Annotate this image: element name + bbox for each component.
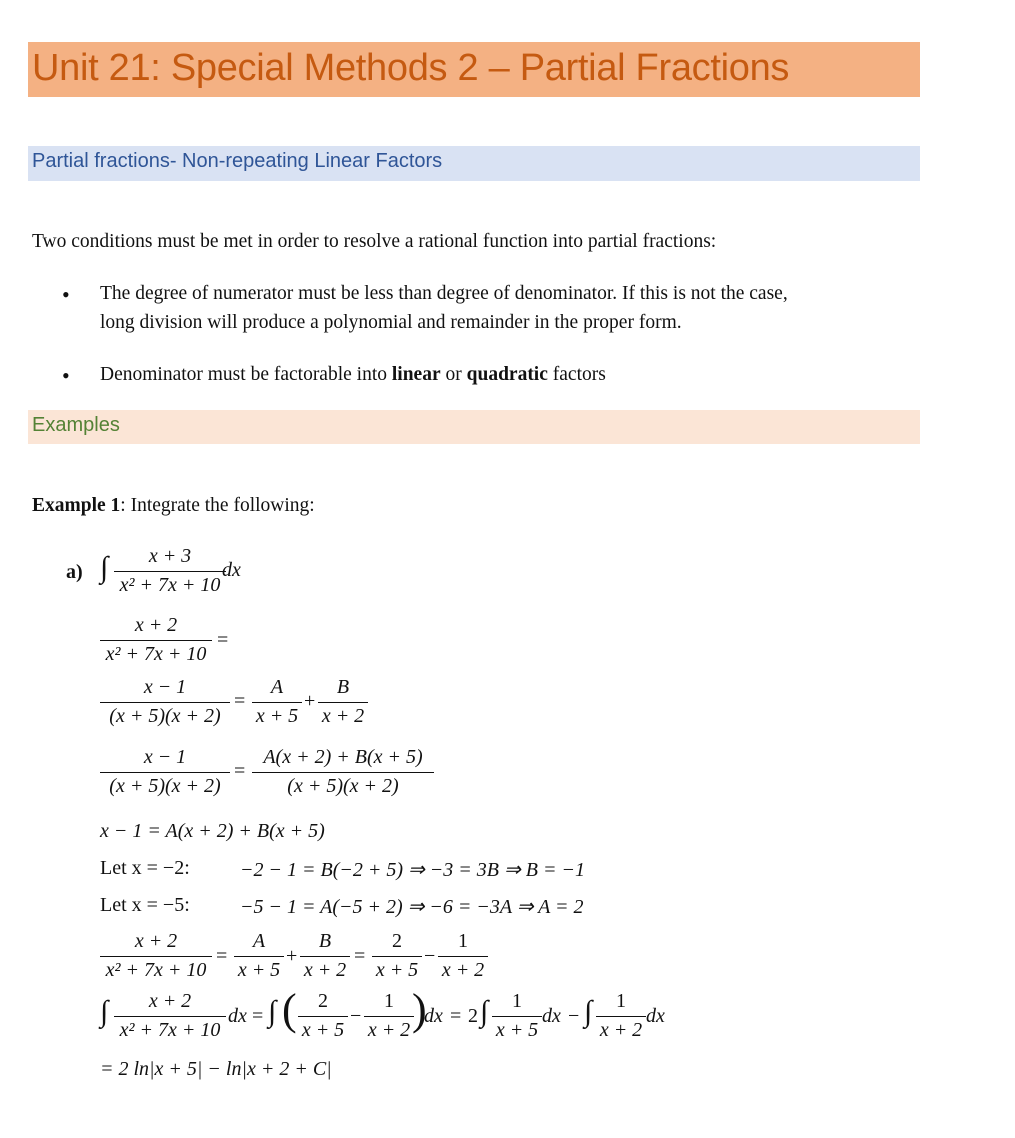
equals-sign: = xyxy=(252,1005,264,1027)
right-paren: ) xyxy=(412,985,427,1034)
equals-sign: = xyxy=(234,690,246,712)
plus-sign: + xyxy=(286,945,298,967)
example-1-text: : Integrate the following: xyxy=(120,495,315,516)
step3-fraction: $\frac{x - 1}{(x + 5)(x + 2)}$ xyxy=(100,746,230,798)
integral-sign: ∫ xyxy=(584,995,593,1028)
step2-denominator: (x + 5)(x + 2) xyxy=(109,705,221,727)
coefficient-two: 2 xyxy=(468,1005,478,1027)
step5-A-fraction: $\frac{A}{x + 5}$ xyxy=(234,930,284,982)
minus-sign: − xyxy=(568,1005,580,1027)
bullet-icon: • xyxy=(62,282,70,307)
bullet-2-text-end: factors xyxy=(547,364,606,385)
dx: dx xyxy=(646,1005,665,1027)
equals-sign: = xyxy=(216,945,228,967)
bullet-1-line-1: The degree of numerator must be less than degree of denominator. If this is not the case, xyxy=(100,283,788,304)
part-a-label: a) xyxy=(66,561,83,583)
final-answer: = 2 ln|x + 5| − ln|x + 2 + C| xyxy=(100,1058,332,1080)
equals-sign: = xyxy=(450,1005,462,1027)
step5-B-fraction: $\frac{B}{x + 2}$ xyxy=(300,930,350,982)
step5-two-fraction: $\frac{2}{x + 5}$ xyxy=(372,930,422,982)
bullet-2-bold-linear: linear xyxy=(391,364,441,385)
minus-sign: − xyxy=(350,1005,362,1027)
let-x-minus-5-equation: −5 − 1 = A(−5 + 2) ⇒ −6 = −3A ⇒ A = 2 xyxy=(240,896,584,918)
step2-B-fraction: $\frac{B}{x + 2}$ xyxy=(318,676,368,728)
equals-sign: = xyxy=(217,629,229,651)
step6-one-fraction: $\frac{1}{x + 2}$ xyxy=(364,990,414,1042)
minus-sign: − xyxy=(424,945,436,967)
bullet-2-text-or: or xyxy=(440,364,467,385)
step3-combined-numerator: A(x + 2) + B(x + 5) xyxy=(263,746,423,768)
title-banner xyxy=(28,42,920,97)
step6-one-over-x5: $\frac{1}{x + 5}$ xyxy=(492,990,542,1042)
section-heading: Partial fractions- Non-repeating Linear Factors xyxy=(32,150,443,172)
step6-fraction: $\frac{x + 2}{\text{x² + 7x + 10}}$ xyxy=(114,990,226,1042)
dx: dx xyxy=(542,1005,561,1027)
equals-sign: = xyxy=(234,760,246,782)
integral-sign: ∫ xyxy=(268,995,277,1028)
bullet-2 xyxy=(100,364,606,386)
intro-text: Two conditions must be met in order to resolve a rational function into partial fractions: xyxy=(32,231,717,252)
let-x-minus-2-equation: −2 − 1 = B(−2 + 5) ⇒ −3 = 3B ⇒ B = −1 xyxy=(240,859,585,881)
bullet-2-text: Denominator must be factorable into xyxy=(100,364,392,385)
question-fraction xyxy=(114,545,226,597)
step2-fraction xyxy=(100,676,230,728)
dx: dx xyxy=(228,1005,247,1027)
integral-sign: ∫ xyxy=(100,995,109,1028)
step1-fraction xyxy=(100,614,212,666)
example-1-label: Example 1 xyxy=(32,495,121,516)
examples-heading: Examples xyxy=(32,414,120,436)
bullet-icon: • xyxy=(62,363,70,388)
example-1-prompt xyxy=(32,495,315,517)
question-denominator: x² + 7x + 10 xyxy=(119,574,221,596)
equals-sign: = xyxy=(354,945,366,967)
section-heading-bar xyxy=(28,146,920,181)
integral-sign: ∫ xyxy=(480,995,489,1028)
step1-numerator: x + 2 xyxy=(134,614,178,636)
step5-fraction: $\frac{x + 2}{\text{x² + 7x + 10}}$ xyxy=(100,930,212,982)
let-x-minus-5-label: Let x = −5: xyxy=(100,894,190,916)
let-x-minus-2-label: Let x = −2: xyxy=(100,857,190,879)
step3-combined-denominator: (x + 5)(x + 2) xyxy=(287,775,399,797)
left-paren: ( xyxy=(282,985,297,1034)
step3-combined-fraction xyxy=(252,746,434,798)
integral-sign: ∫ xyxy=(100,551,109,584)
plus-sign: + xyxy=(304,690,316,712)
step6-one-over-x2: $\frac{1}{x + 2}$ xyxy=(596,990,646,1042)
bullet-2-bold-quadratic: quadratic xyxy=(466,364,548,385)
step1-denominator: x² + 7x + 10 xyxy=(105,643,207,665)
bullet-1-line-2: long division will produce a polynomial and remainder in the proper form. xyxy=(100,312,682,333)
examples-heading-bar xyxy=(28,410,920,444)
step4-equation: x − 1 = A(x + 2) + B(x + 5) xyxy=(100,820,325,842)
step2-numerator: x − 1 xyxy=(143,676,187,698)
question-numerator: x + 3 xyxy=(148,545,192,567)
step2-A-fraction: $\frac{A}{x + 5}$ xyxy=(252,676,302,728)
step6-two-fraction: $\frac{2}{x + 5}$ xyxy=(298,990,348,1042)
dx: dx xyxy=(424,1005,443,1027)
page-title: Unit 21: Special Methods 2 – Partial Fractions xyxy=(32,47,790,89)
dx: dx xyxy=(222,559,241,581)
step5-one-fraction: $\frac{1}{x + 2}$ xyxy=(438,930,488,982)
